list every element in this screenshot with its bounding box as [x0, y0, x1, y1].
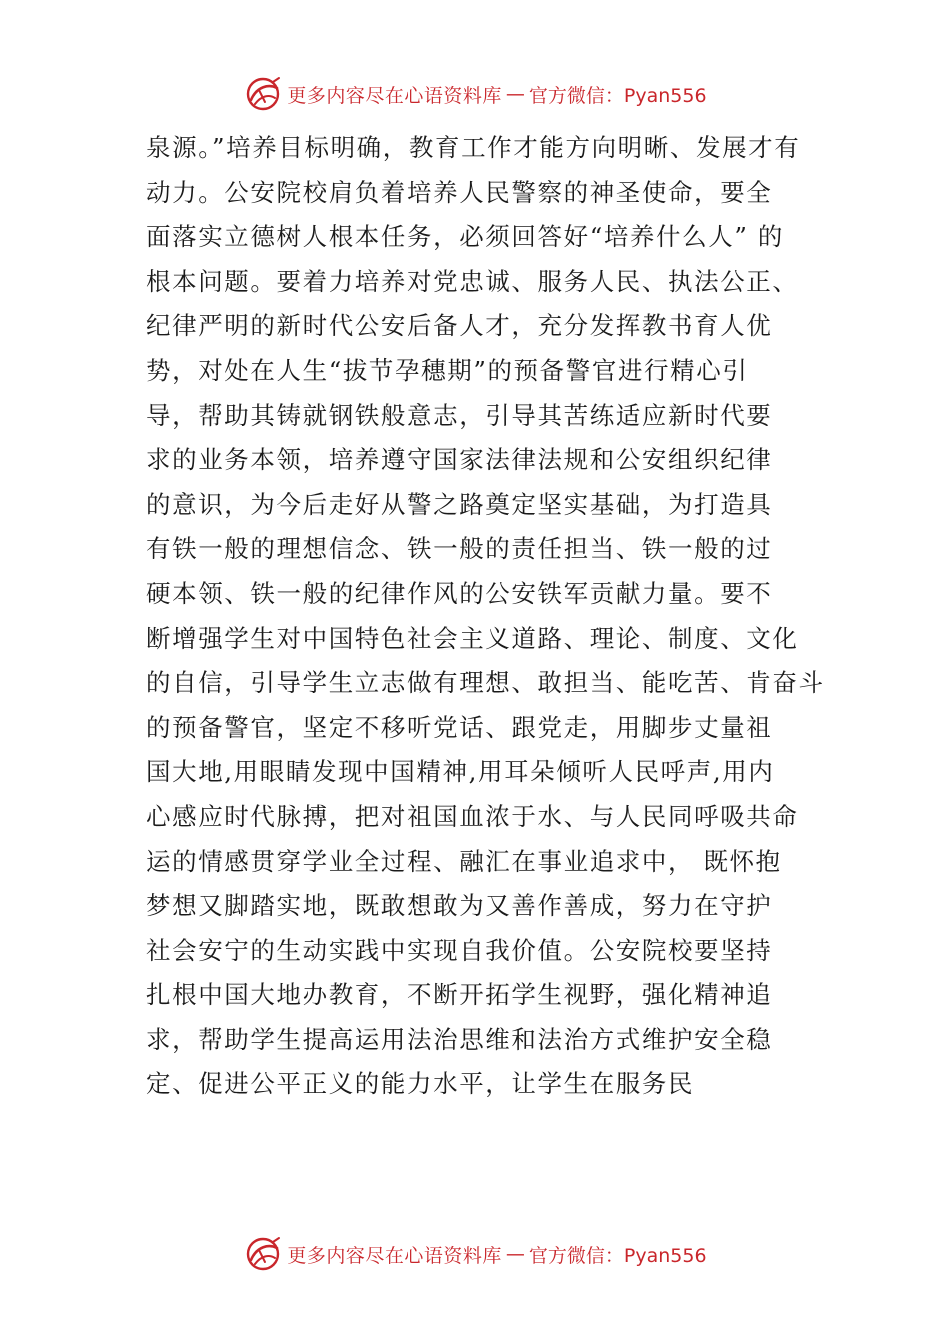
text-line: 根本问题。要着力培养对党忠诚、服务人民、执法公正、: [146, 266, 799, 296]
text-line: 的预备警官，坚定不移听党话、跟党走，用脚步丈量祖: [146, 712, 773, 742]
text-line: 求，帮助学生提高运用法治思维和法治方式维护安全稳: [146, 1024, 773, 1054]
header-banner: [0, 72, 950, 116]
text-line: 导，帮助其铸就钢铁般意志，引导其苦练适应新时代要: [146, 400, 773, 430]
text-line: 的意识，为今后走好从警之路奠定坚实基础，为打造具: [146, 489, 773, 519]
text-line: 断增强学生对中国特色社会主义道路、理论、制度、文化: [146, 623, 799, 653]
text-line: 硬本领、铁一般的纪律作风的公安铁军贡献力量。要不: [146, 578, 773, 608]
header-wechat: 官方微信：Pyan556: [528, 84, 707, 107]
seal-logo-icon: [243, 1234, 283, 1274]
text-line: 扎根中国大地办教育，不断开拓学生视野，强化精神追: [146, 980, 773, 1010]
text-line: 有铁一般的理想信念、铁一般的责任担当、铁一般的过: [146, 534, 773, 564]
text-line: 面落实立德树人根本任务，必须回答好“培养什么人” 的: [146, 222, 784, 252]
header-title: 更多内容尽在心语资料库: [287, 84, 502, 107]
text-line: 国大地,用眼睛发现中国精神,用耳朵倾听人民呼声,用内: [146, 757, 775, 787]
text-line: 梦想又脚踏实地，既敢想敢为又善作善成，努力在守护: [146, 891, 773, 921]
text-line: 的自信，引导学生立志做有理想、敢担当、能吃苦、肯奋斗: [146, 668, 825, 698]
footer-banner-content: [243, 1234, 706, 1274]
header-separator: —: [505, 83, 525, 105]
seal-logo-icon: [243, 74, 283, 114]
text-line: 运的情感贯穿学业全过程、融汇在事业追求中， 既怀抱: [146, 846, 782, 876]
header-banner-content: [243, 74, 706, 114]
footer-wechat: 官方微信：Pyan556: [528, 1244, 707, 1267]
footer-title: 更多内容尽在心语资料库: [287, 1244, 502, 1267]
document-body: [146, 126, 826, 1107]
text-line: 动力。公安院校肩负着培养人民警察的神圣使命，要全: [146, 177, 773, 207]
footer-separator: —: [505, 1243, 525, 1265]
text-line: 心感应时代脉搏，把对祖国血浓于水、与人民同呼吸共命: [146, 801, 799, 831]
footer-banner: [0, 1232, 950, 1276]
text-line: 社会安宁的生动实践中实现自我价值。公安院校要坚持: [146, 935, 773, 965]
text-line: 势，对处在人生“拔节孕穗期”的预备警官进行精心引: [146, 355, 749, 385]
text-line: 泉源。”培养目标明确，教育工作才能方向明晰、发展才有: [146, 133, 801, 162]
text-line: 纪律严明的新时代公安后备人才，充分发挥教书育人优: [146, 311, 773, 341]
text-line: 求的业务本领，培养遵守国家法律法规和公安组织纪律: [146, 445, 773, 475]
text-line: 定、促进公平正义的能力水平，让学生在服务民: [146, 1069, 695, 1099]
